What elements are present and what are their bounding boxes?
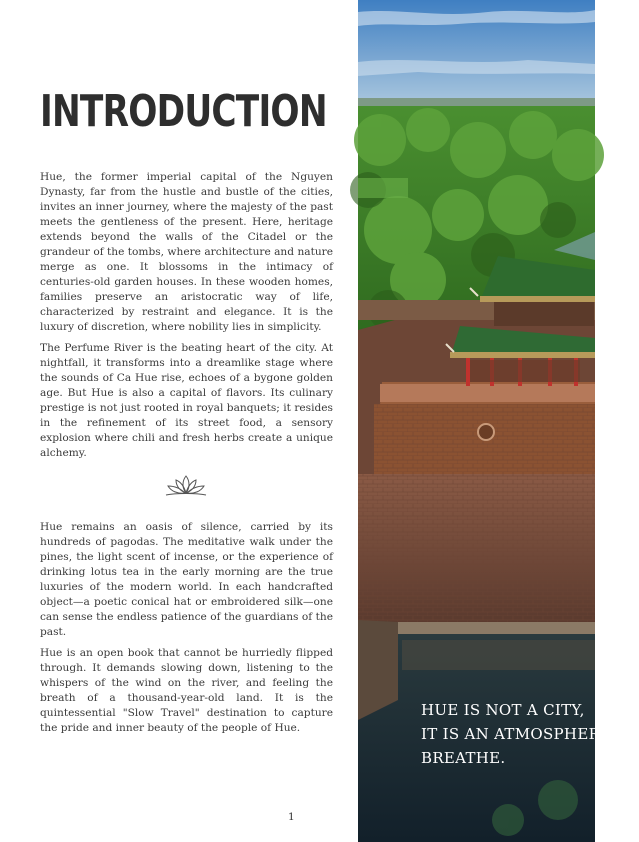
page-title: INTRODUCTION xyxy=(40,86,327,137)
citadel-photo xyxy=(358,0,639,842)
paragraph-perfume-river: The Perfume River is the beating heart of the city. At nightfall, it transforms into a dreamlike stage where the sounds of Ca Hue rise, echoes of a bygone golden age. But Hue is also a capital of flavors. Its culinary prestige is not just rooted in royal banquets; it resides in the refinement of its street food, a sensory explosion where chili and fresh herbs create a unique alchemy. xyxy=(40,342,333,459)
quote-line-1: HUE IS NOT A CITY, xyxy=(421,701,585,719)
quote-line-2: IT IS AN ATMOSPHERE TO xyxy=(421,725,639,743)
page-number: 1 xyxy=(288,811,295,823)
quote-line-3: BREATHE. xyxy=(421,749,506,767)
intro-text-bottom xyxy=(40,520,333,742)
paragraph-heritage: Hue, the former imperial capital of the Nguyen Dynasty, far from the hustle and bustle of the cities, invites an inner journey, where the majesty of the past meets the gentleness of the present. Here, heritage extends beyond the walls of the Citadel or the grandeur of the tombs, where architecture and nature merge as one. It blossoms in the intimacy of centuries-old garden houses. In these wooden homes, families preserve an aristocratic way of life, characterized by restraint and elegance. It is the luxury of discretion, where nobility lies in simplicity. xyxy=(40,171,333,333)
lotus-icon xyxy=(163,472,209,500)
paragraph-slow-travel: Hue is an open book that cannot be hurriedly flipped through. It demands slowing down, listening to the whispers of the wind on the river, and feeling the breath of a thousand-year-old land. It is the quintessential "Slow Travel" destination to capture the pride and inner beauty of the people of Hue. xyxy=(40,647,333,734)
paragraph-pagodas: Hue remains an oasis of silence, carried by its hundreds of pagodas. The meditative walk under the pines, the light scent of incense, or the experience of drinking lotus tea in the early morning are the true luxuries of the modern world. In each handcrafted object—a poetic conical hat or embroidered silk—one can sense the endless patience of the guardians of the past. xyxy=(40,521,333,638)
pull-quote xyxy=(421,698,639,770)
intro-text-top xyxy=(40,170,333,467)
